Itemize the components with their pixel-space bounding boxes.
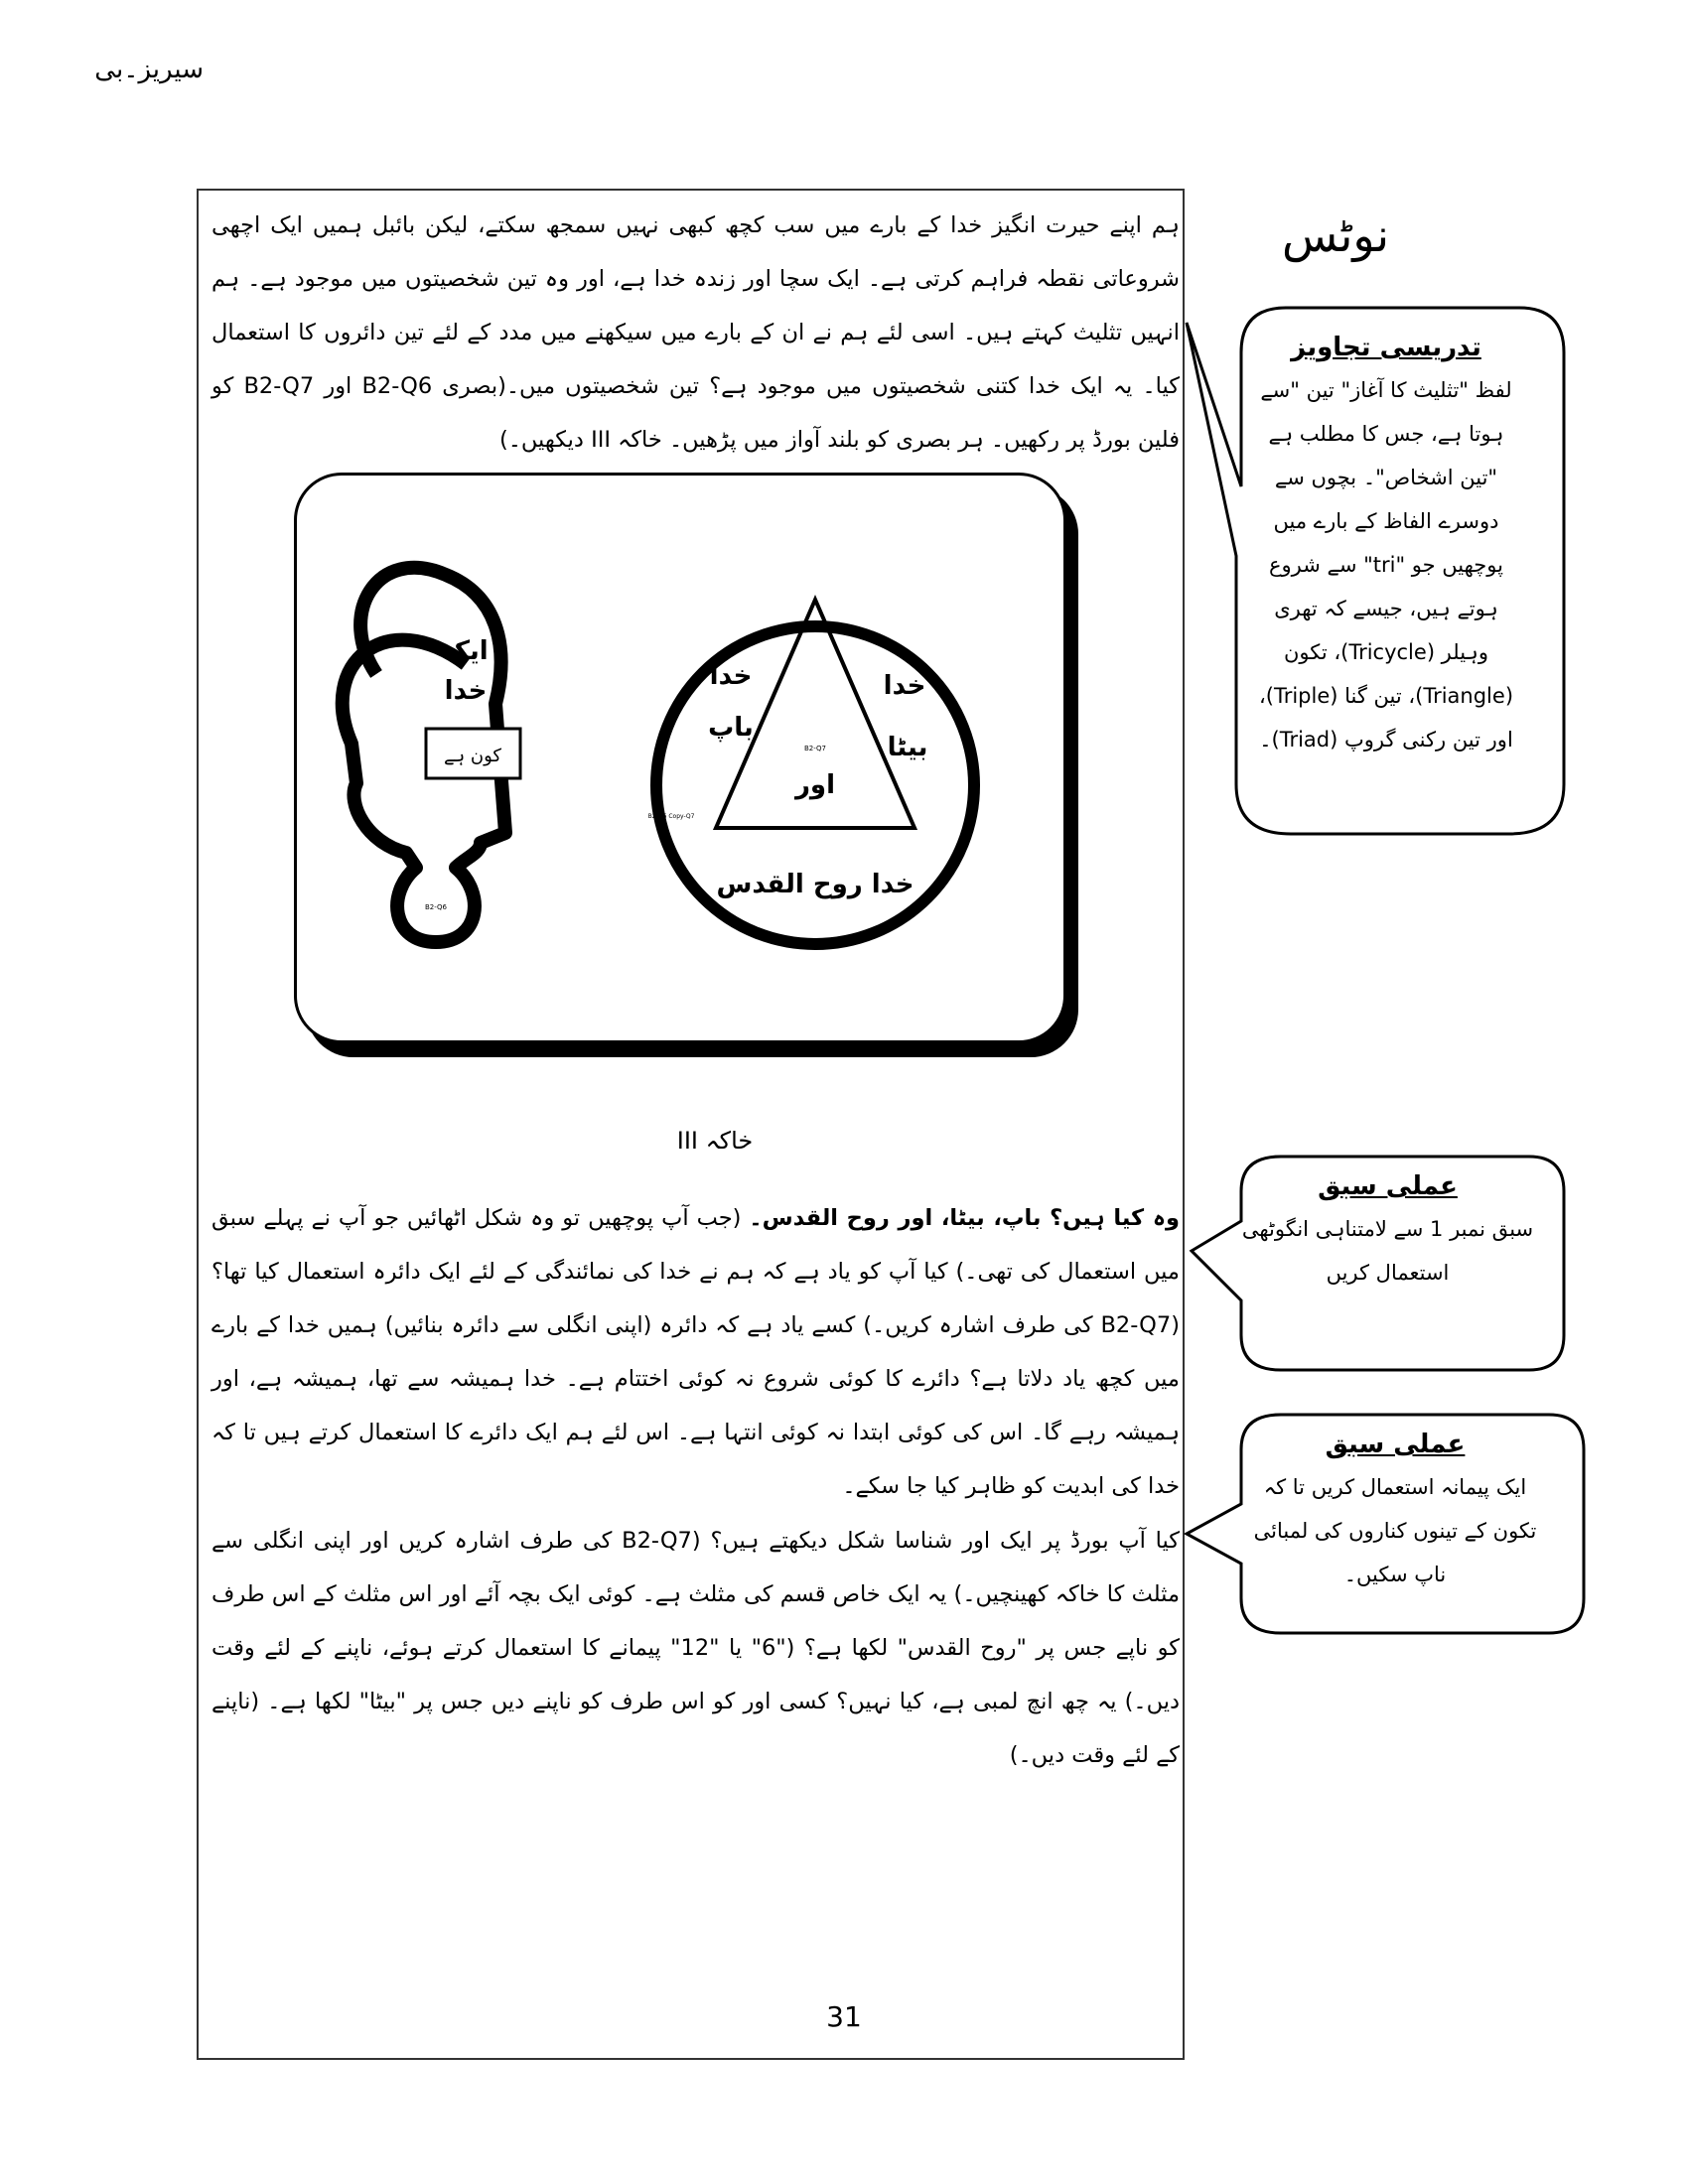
practical-two-content — [1241, 1430, 1549, 1596]
label-father: باپ — [708, 713, 754, 743]
label-and: اور — [794, 770, 836, 800]
series-label: سیریز۔بی — [94, 55, 204, 84]
head-code: B2-Q6 — [424, 903, 448, 911]
teaching-tips-content — [1251, 333, 1521, 761]
head-label-god: خدا — [444, 676, 488, 706]
label-god-left: خدا — [709, 661, 753, 691]
practical-one-content — [1241, 1171, 1534, 1295]
label-god-right: خدا — [883, 671, 926, 701]
label-holy-spirit: خدا روح القدس — [716, 870, 914, 899]
intro-paragraph: ہم اپنے حیرت انگیز خدا کے بارے میں سب کچھ کبھی نہیں سمجھ سکتے، لیکن بائبل ہمیں ایک اچھی شروعاتی نقطہ فراہم کرتی ہے۔ ایک سچا اور زندہ خدا ہے، اور وہ تین شخصیتوں میں موجود ہے۔ ہم انہیں تثلیث کہتے ہیں۔ اسی لئے ہم نے ان کے بارے میں سیکھنے میں مدد کے لئے تین دائروں کا استعمال کیا۔ یہ ایک خدا کتنی شخصیتوں میں موجود ہے؟ تین شخصیتوں میں۔(بصری B2-Q6 اور B2-Q7 کو فلین بورڈ پر رکھیں۔ ہر بصری کو بلند آواز میں پڑھیں۔ خاکہ III دیکھیں۔) — [211, 212, 1180, 453]
practical-one-title: عملی سبق — [1318, 1171, 1458, 1201]
practical-one-text: سبق نمبر 1 سے لامتناہی انگوٹھی استعمال کریں — [1241, 1217, 1534, 1285]
triangle-paragraph: کیا آپ بورڈ پر ایک اور شناسا شکل دیکھتے ہیں؟ (B2-Q7 کی طرف اشارہ کریں اور اپنی انگلی سے مثلث کا خاکہ کھینچیں۔) یہ ایک خاص قسم کی مثلث ہے۔ کوئی ایک بچہ آئے اور اس مثلث کے اس طرف کو ناپے جس پر "روح القدس" لکھا ہے؟ ("6" یا "12" پیمانے کا استعمال کرتے ہوئے، ناپنے کے لئے وقت دیں۔) یہ چھ انچ لمبی ہے، کیا نہیں؟ کسی اور کو اس طرف کو ناپنے دیں جس پر "بیٹا" لکھا ہے۔ (ناپنے کے لئے وقت دیں۔) — [211, 1528, 1180, 1768]
trinity-question: وہ کیا ہیں؟ باپ، بیٹا، اور روح القدس۔ — [749, 1205, 1180, 1231]
head-label-who: کون ہے — [444, 746, 501, 766]
head-label-one: ایک — [443, 636, 489, 666]
page-number: 31 — [826, 2000, 862, 2033]
label-son: بیٹا — [887, 733, 928, 762]
practical-two-title: عملی سبق — [1325, 1430, 1466, 1459]
small-code: B2-Q6 Copy-Q7 — [647, 813, 695, 820]
practical-two-text: ایک پیمانہ استعمال کریں تا کہ تکون کے تینوں کناروں کی لمبائی ناپ سکیں۔ — [1253, 1475, 1537, 1586]
teaching-tips-title: تدریسی تجاویز — [1291, 333, 1481, 362]
notes-heading: نوٹس — [1281, 208, 1389, 262]
figure-caption: خاکہ III — [676, 1127, 754, 1155]
triangle-code: B2-Q7 — [803, 745, 827, 752]
trinity-paragraph-body: (جب آپ پوچھیں تو وہ شکل اٹھائیں جو آپ نے پہلے سبق میں استعمال کی تھی۔) کیا آپ کو یاد ہے کہ ہم نے خدا کی نمائندگی کے لئے ایک دائرہ استعمال کیا تھا؟ (B2-Q7 کی طرف اشارہ کریں۔) کسے یاد ہے کہ دائرہ (اپنی انگلی سے دائرہ بنائیں) ہمیں خدا کے بارے میں کچھ یاد دلاتا ہے؟ دائرے کا کوئی شروع نہ کوئی اختتام ہے۔ خدا ہمیشہ سے تھا، ہمیشہ ہے، اور ہمیشہ رہے گا۔ اس کی کوئی ابتدا نہ کوئی انتہا ہے۔ اس لئے ہم ایک دائرے کا استعمال کرتے ہیں تا کہ خدا کی ابدیت کو ظاہر کیا جا سکے۔ — [211, 1205, 1180, 1499]
teaching-tips-text: لفظ "تثلیث کا آغاز" تین "سے ہوتا ہے، جس کا مطلب ہے "تین اشخاص"۔ بچوں سے دوسرے الفاظ کے بارے میں پوچھیں جو "tri" سے شروع ہوتے ہیں، جیسے کہ تھری وہیلر (Tricycle)، تکون (Triangle)، تین گنا (Triple)، اور تین رکنی گروپ (Triad)۔ — [1258, 378, 1514, 751]
